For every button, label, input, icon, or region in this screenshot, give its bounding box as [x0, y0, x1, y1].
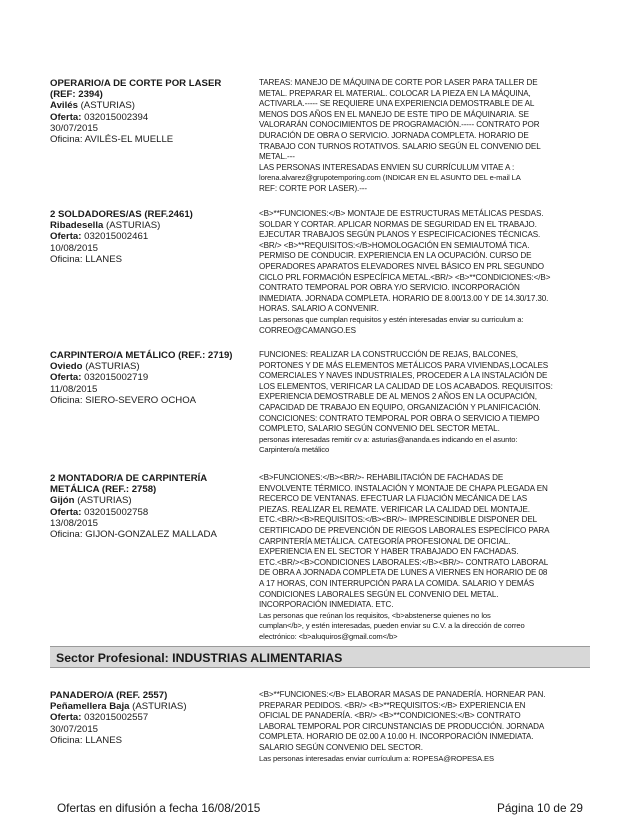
- desc-line: CICLO PRL FORMACIÓN ESPECÍFICA METAL.<BR/> <B>**CONDICIONES:</B>: [259, 272, 551, 282]
- desc-line: lorena.alvarez@grupotemporing.com (INDICAR EN EL ASUNTO DEL e-mail LA: [259, 173, 521, 183]
- desc-line: TRABAJO CON TURNOS ROTATIVOS. SALARIO SEGÚN EL CONVENIO DEL: [259, 141, 541, 151]
- job-office: [50, 395, 250, 406]
- desc-line: SALARIO SEGÚN CONVENIO DEL SECTOR.: [259, 742, 423, 752]
- offer-value: 032015002758: [84, 506, 149, 518]
- job-offer-number: [50, 231, 250, 242]
- job-description: [259, 78, 590, 195]
- job-region: (ASTURIAS): [132, 701, 187, 713]
- office-value: AVILÉS-EL MUELLE: [84, 134, 174, 146]
- job-location: [50, 100, 250, 111]
- desc-line: EJECUTAR TRABAJOS SEGÚN PLANOS Y ESPECIFICACIONES TÉCNICAS.: [259, 230, 541, 240]
- offer-value: 032015002719: [84, 372, 149, 384]
- desc-line: OPERADORES APARATOS ELEVADORES NIVEL BÁSICO EN PRL SEGUNDO: [259, 261, 544, 271]
- job-office: [50, 735, 250, 746]
- desc-line: DURACIÓN DE OBRA O SERVICIO. JORNADA COMPLETA. HORARIO DE: [259, 130, 529, 140]
- desc-line: FUNCIONES: REALIZAR LA CONSTRUCCIÓN DE REJAS, BALCONES,: [259, 350, 518, 359]
- offer-label: Oferta:: [50, 231, 82, 243]
- desc-line: LAS PERSONAS INTERESADAS ENVIEN SU CURRÍCULUM VITAE A :: [259, 162, 515, 172]
- desc-line: personas interesadas remitir cv a: asturias@ananda.es indicando en el asunto:: [259, 434, 518, 444]
- desc-line: <B>FUNCIONES:</B><BR/>- REHABILITACIÓN DE FACHADAS DE: [259, 473, 504, 482]
- job-location: [50, 495, 250, 506]
- job-city: Ribadesella: [50, 220, 104, 232]
- office-value: SIERO-SEVERO OCHOA: [85, 394, 197, 406]
- offer-value: 032015002557: [84, 712, 149, 724]
- job-location: [50, 220, 250, 231]
- desc-line: PREPARAR PEDIDOS. <BR/> <B>**REQUISITOS:</B> EXPERIENCIA EN: [259, 700, 526, 710]
- office-label: Oficina:: [50, 253, 83, 265]
- job-description: [259, 209, 590, 336]
- job-office: [50, 254, 250, 265]
- desc-line: electrónico: <b>aluquiros@gmail.com</b>: [259, 631, 398, 641]
- job-summary: [50, 350, 250, 406]
- page-number: Página 10 de 29: [497, 801, 583, 815]
- desc-line: REF: CORTE POR LASER).---: [259, 183, 367, 193]
- job-date: 13/08/2015: [50, 517, 99, 529]
- desc-line: INMEDIATA. JORNADA COMPLETA. HORARIO DE 8.00/13.00 Y DE 14.30/17.30.: [259, 293, 549, 303]
- offer-label: Oferta:: [50, 506, 82, 518]
- job-region: (ASTURIAS): [77, 495, 132, 507]
- desc-line: CARPINTERÍA METÁLICA. CATEGORÍA PROFESIONAL DE OFICIAL.: [259, 536, 511, 546]
- job-title: 2 MONTADOR/A DE CARPINTERÍA: [50, 473, 208, 484]
- desc-line: cumplan</b>, y estén interesadas, pueden enviar su C.V. a la dirección de correo: [259, 621, 525, 631]
- desc-line: CONCICIONES: CONTRATO TEMPORAL POR OBRA O SERVICIO A TIEMPO: [259, 413, 540, 423]
- job-office: [50, 529, 250, 540]
- desc-line: CORREO@CAMANGO.ES: [259, 325, 356, 335]
- office-value: LLANES: [85, 253, 122, 265]
- footer-date: Ofertas en difusión a fecha 16/08/2015: [57, 801, 261, 815]
- job-date: 10/08/2015: [50, 242, 99, 254]
- job-title: OPERARIO/A DE CORTE POR LASER: [50, 78, 222, 89]
- desc-line: ACTIVARLA.----- SE REQUIERE UNA EXPERIENCIA DEMOSTRABLE DE AL: [259, 99, 535, 109]
- job-offer-number: [50, 372, 250, 383]
- offer-value: 032015002394: [84, 111, 149, 123]
- job-city: Avilés: [50, 100, 78, 112]
- job-location: [50, 361, 250, 372]
- job-reference: (REF: 2394): [50, 89, 103, 101]
- job-title: PANADERO/A (REF. 2557): [50, 690, 168, 701]
- job-date: 30/07/2015: [50, 122, 99, 134]
- desc-line: METAL. PREPARAR EL MATERIAL. COLOCAR LA PIEZA EN LA MÁQUINA,: [259, 88, 531, 98]
- office-label: Oficina:: [50, 394, 83, 406]
- desc-line: Las personas que cumplan requisitos y estén interesadas enviar su curriculum a:: [259, 314, 524, 324]
- desc-line: EXPERIENCIA DEMOSTRABLE DE AL MENOS 2 AÑOS EN LA OCUPACIÓN,: [259, 392, 537, 402]
- desc-line: HORAS. SALARIO A CONVENIR.: [259, 304, 379, 314]
- desc-line: LOS ELEMENTOS, VERIFICAR LA CALIDAD DE LOS ACABADOS. REQUISITOS:: [259, 381, 553, 391]
- desc-line: PIEZAS. REALIZAR EL REMATE. VERIFICAR LA CALIDAD DEL MONTAJE.: [259, 504, 530, 514]
- job-date: 11/08/2015: [50, 383, 98, 395]
- sector-value: INDUSTRIAS ALIMENTARIAS: [172, 651, 343, 665]
- job-summary: [50, 209, 250, 265]
- offer-label: Oferta:: [50, 111, 82, 123]
- office-value: GIJON-GONZALEZ MALLADA: [85, 529, 217, 541]
- job-location: [50, 701, 250, 712]
- desc-line: CAPACIDAD DE TRABAJO EN EQUIPO, ORGANIZACIÓN Y PLANIFICACIÓN.: [259, 402, 541, 412]
- desc-line: <B>**FUNCIONES:</B> ELABORAR MASAS DE PANADERÍA. HORNEAR PAN.: [259, 690, 546, 699]
- job-city: Gijón: [50, 495, 75, 507]
- job-region: (ASTURIAS): [85, 361, 140, 373]
- desc-line: PORTONES Y DE MÁS ELEMENTOS METÁLICOS PARA VIVIENDAS,LOCALES: [259, 360, 549, 370]
- desc-line: MENOS DOS AÑOS EN EL MANEJO DE ESTE TIPO DE MÁQUINARIA. SE: [259, 109, 529, 119]
- job-title: CARPINTERO/A METÁLICO (REF.: 2719): [50, 350, 233, 361]
- desc-line: RECERCO DE VENTANAS. EFECTUAR LA FIJACIÓN MECÁNICA DE LAS: [259, 494, 528, 504]
- desc-line: INCORPORACIÓN INMEDIATA. ETC.: [259, 600, 394, 610]
- desc-line: Las personas que reúnan los requisitos, <b>abstenerse quienes no los: [259, 610, 491, 620]
- job-office: [50, 134, 250, 145]
- desc-line: OFICIAL DE PANADERÍA. <BR/> <B>**CONDICIONES:</B> CONTRATO: [259, 711, 521, 721]
- desc-line: COMPLETO, SALARIO SEGÚN CONVENIO DEL SECTOR METAL.: [259, 424, 500, 434]
- job-city: Peñamellera Baja: [50, 701, 130, 713]
- desc-line: ETC.<BR/><B>CONDICIONES LABORALES:</B><BR/>- CONTRATO LABORAL: [259, 557, 549, 567]
- desc-line: ETC.<BR/><B>REQUISITOS:</B><BR/>- IMPRESCINDIBLE DISPONER DEL: [259, 515, 538, 525]
- job-description: [259, 473, 590, 643]
- office-label: Oficina:: [50, 734, 83, 746]
- desc-line: <B>**FUNCIONES:</B> MONTAJE DE ESTRUCTURAS METÁLICAS PESDAS.: [259, 209, 544, 218]
- desc-line: METAL.---: [259, 152, 295, 162]
- job-offer-number: [50, 712, 250, 723]
- desc-line: EXPERIENCIA EN EL SECTOR Y HABER TRABAJADO EN FACHADAS.: [259, 547, 519, 557]
- desc-line: A 17 HORAS, CON INTERRUPCIÓN PARA LA COMIDA. SALARIO Y DEMÁS: [259, 578, 535, 588]
- job-offer-number: [50, 507, 250, 518]
- desc-line: CONDICIONES LABORALES SEGÚN EL CONVENIO DEL METAL.: [259, 589, 499, 599]
- office-label: Oficina:: [50, 134, 83, 146]
- job-city: Oviedo: [50, 361, 83, 373]
- job-offer-number: [50, 112, 250, 123]
- desc-line: VALORARÁN CONOCIMIENTOS DE PROGRAMACIÓN.----- CONTRATO POR: [259, 120, 540, 130]
- desc-line: ENVOLVENTE TÉRMICO. INSTALACIÓN Y MONTAJE DE CHAPA PLEGADA EN: [259, 483, 548, 493]
- job-title-continued: METÁLICA (REF.: 2758): [50, 484, 157, 496]
- desc-line: Las personas interesadas enviar currículum a: ROPESA@ROPESA.ES: [259, 753, 494, 763]
- job-description: [259, 690, 590, 764]
- desc-line: Carpintero/a metálico: [259, 445, 330, 455]
- desc-line: COMERCIALES Y NAVES INDUSTRIALES, PROCEDER A LA INSTALACIÓN DE: [259, 371, 548, 381]
- offer-value: 032015002461: [84, 231, 149, 243]
- office-value: LLANES: [85, 734, 122, 746]
- desc-line: COMPLETA. HORARIO DE 02.00 A 10.00 H. INCORPORACIÓN INMEDIATA.: [259, 732, 534, 742]
- offer-label: Oferta:: [50, 712, 82, 724]
- desc-line: LABORAL TEMPORAL POR CIRCUNSTANCIAS DE PRODUCCIÓN. JORNADA: [259, 721, 545, 731]
- desc-line: TAREAS: MANEJO DE MÁQUINA DE CORTE POR LASER PARA TALLER DE: [259, 78, 538, 87]
- job-region: (ASTURIAS): [80, 100, 135, 112]
- job-summary: [50, 690, 250, 746]
- sector-heading: [50, 646, 590, 668]
- desc-line: PERMISO DE CONDUCIR. EXPERIENCIA EN LA OCUPACIÓN. CURSO DE: [259, 251, 532, 261]
- job-title: 2 SOLDADORES/AS (REF.2461): [50, 209, 193, 220]
- job-summary: [50, 78, 250, 145]
- sector-label: Sector Profesional:: [56, 651, 169, 665]
- desc-line: SOLDAR Y CORTAR. APLICAR NORMAS DE SEGURIDAD EN EL TRABAJO.: [259, 219, 537, 229]
- desc-line: CONTRATO TEMPORAL POR OBRA Y/O SERVICIO. INCORPORACIÓN: [259, 283, 520, 293]
- desc-line: <BR/> <B>**REQUISITOS:</B>HOMOLOGACIÓN EN SEMIAUTOMÁ TICA.: [259, 240, 530, 250]
- office-label: Oficina:: [50, 529, 83, 541]
- desc-line: DE OBRA A JORNADA COMPLETA DE LUNES A VIERNES EN HORARIO DE 08: [259, 568, 548, 578]
- desc-line: CERTIFICADO DE PREVENCIÓN DE RIEGOS LABORALES ESPECÍFICO PARA: [259, 525, 550, 535]
- job-summary: [50, 473, 250, 540]
- job-region: (ASTURIAS): [106, 220, 161, 232]
- job-description: [259, 350, 590, 456]
- job-date: 30/07/2015: [50, 723, 99, 735]
- offer-label: Oferta:: [50, 372, 82, 384]
